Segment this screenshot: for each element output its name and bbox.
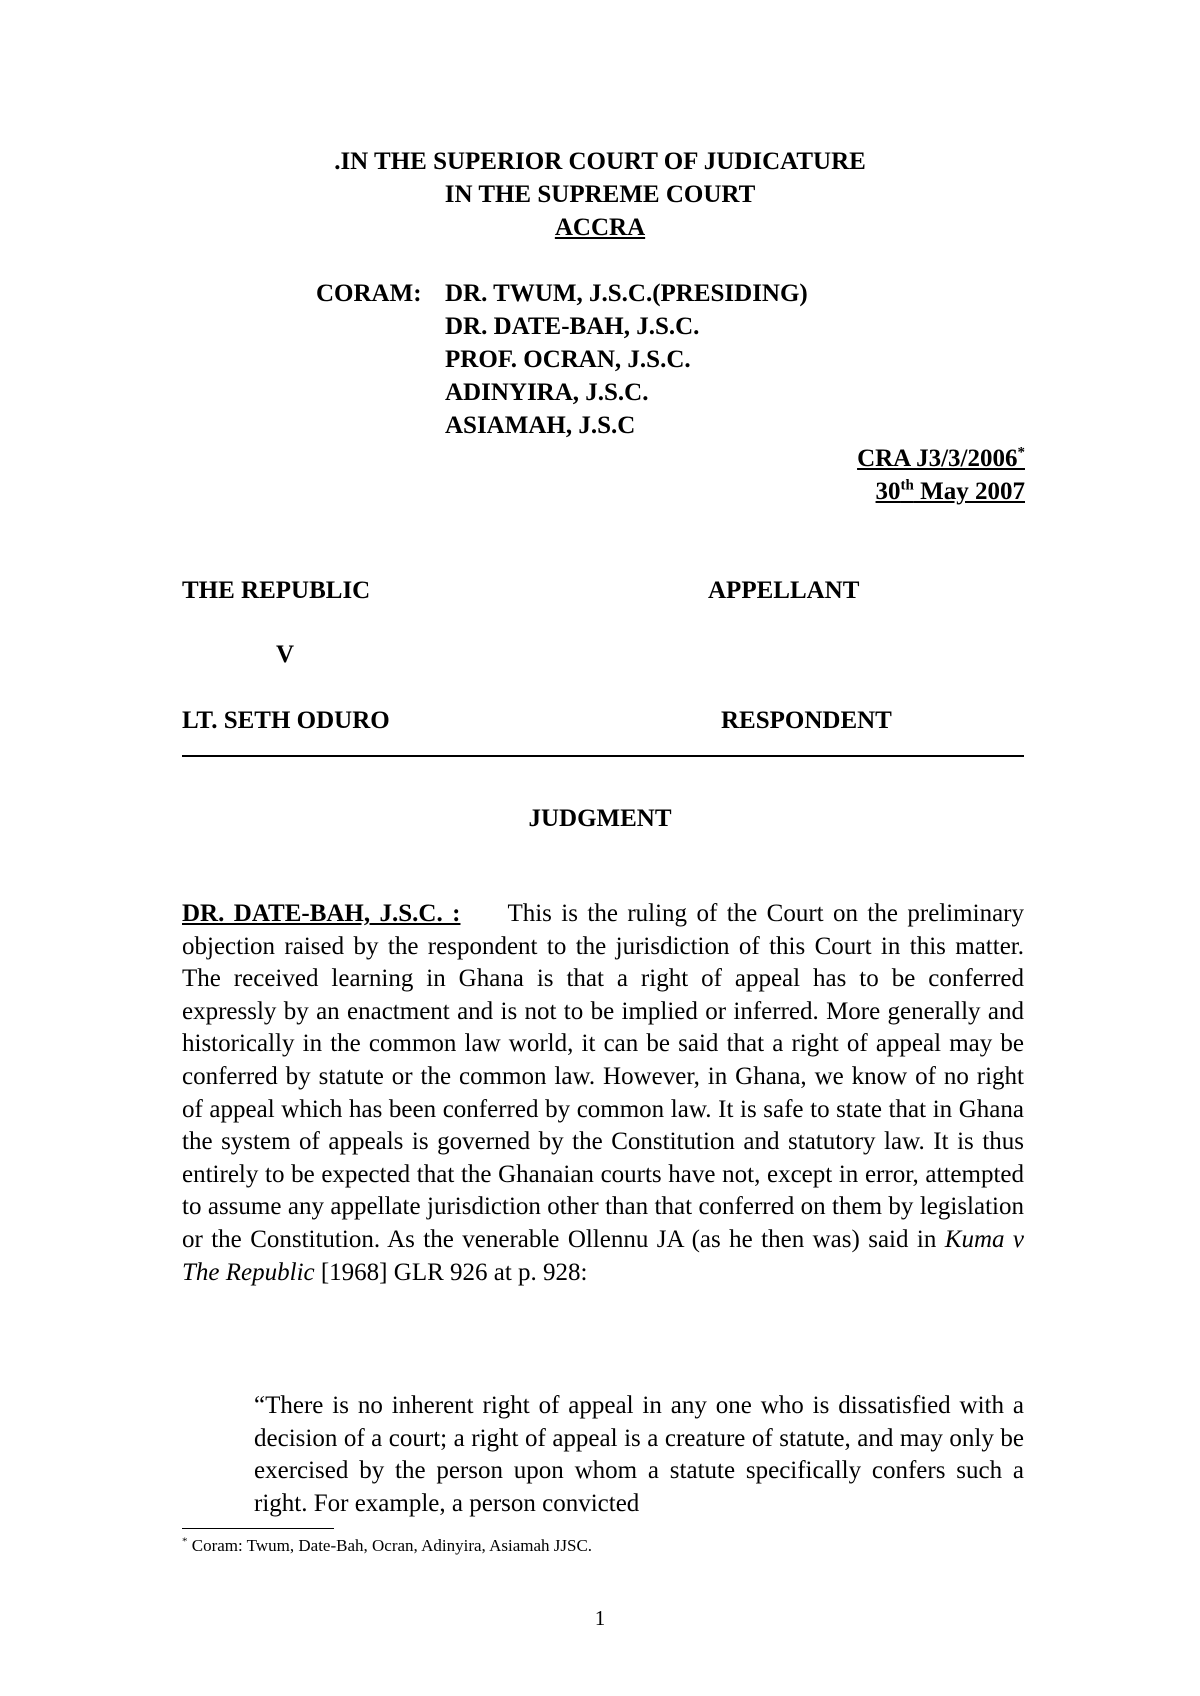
- judge-speaker: DR. DATE-BAH, J.S.C. :: [182, 900, 461, 927]
- footnote: [182, 1536, 592, 1556]
- quoted-passage: “There is no inherent right of appeal in any one who is dissatisfied with a decision of a court; a right of appeal is a creature of statute, and may only be exercised by the person upon whom a statute specifically confers such a right. For example, a person convicted: [254, 1392, 1024, 1517]
- section-divider: [182, 755, 1024, 757]
- case-number-line: [857, 445, 1025, 473]
- coram-label: CORAM:: [316, 280, 422, 307]
- respondent-role: RESPONDENT: [721, 707, 892, 734]
- court-subtitle: IN THE SUPREME COURT: [444, 181, 756, 208]
- coram-judge-1: DR. TWUM, J.S.C.(PRESIDING): [445, 280, 808, 307]
- appellant-name: THE REPUBLIC: [182, 577, 371, 604]
- case-number-footnote-mark: *: [1017, 444, 1025, 461]
- judgment-date: [876, 478, 1025, 506]
- court-title: .IN THE SUPERIOR COURT OF JUDICATURE: [334, 148, 866, 175]
- date-suffix: th: [900, 477, 914, 494]
- footnote-mark: *: [182, 1535, 188, 1548]
- coram-judge-4: ADINYIRA, J.S.C.: [445, 379, 649, 406]
- case-citation-ref: [1968] GLR 926 at p. 928:: [320, 1258, 588, 1286]
- case-number: CRA J3/3/2006: [857, 445, 1018, 472]
- case-citation-name: Kuma v The Republic: [182, 1225, 1025, 1286]
- footnote-rule: [182, 1528, 334, 1529]
- appellant-role: APPELLANT: [708, 577, 860, 604]
- date-day: 30: [875, 478, 901, 505]
- judgment-title: JUDGMENT: [528, 805, 672, 832]
- paragraph-text: This is the ruling of the Court on the preliminary objection raised by the respondent to the jurisdiction of this Court in this matter. The received learning in Ghana is that a right of appeal has to be conferred expressly by an enactment and is not to be implied or inferred. More generally and historically in the common law world, it can be said that a right of appeal may be conferred by statute or the common law. However, in Ghana, we know of no right of appeal which has been conferred by common law. It is safe to state that in Ghana the system of appeals is governed by the Constitution and statutory law. It is thus entirely to be expected that the Ghanaian courts have not, except in error, attempted to assume any appellate jurisdiction other than that conferred on them by legislation or the Constitution. As the venerable Ollennu JA (as he then was) said in: [182, 900, 1024, 1253]
- coram-judge-5: ASIAMAH, J.S.C: [445, 412, 636, 439]
- date-rest: May 2007: [913, 478, 1025, 505]
- footnote-text: Coram: Twum, Date-Bah, Ocran, Adinyira, Asiamah JJSC.: [187, 1536, 593, 1555]
- coram-judge-3: PROF. OCRAN, J.S.C.: [445, 346, 691, 373]
- judgment-paragraph: [182, 898, 1024, 1289]
- coram-judge-2: DR. DATE-BAH, J.S.C.: [445, 313, 700, 340]
- versus: V: [276, 641, 295, 668]
- court-location-wrap: [0, 214, 1200, 242]
- page-number: 1: [594, 1606, 606, 1630]
- court-location: ACCRA: [554, 214, 646, 241]
- respondent-name: LT. SETH ODURO: [182, 707, 390, 734]
